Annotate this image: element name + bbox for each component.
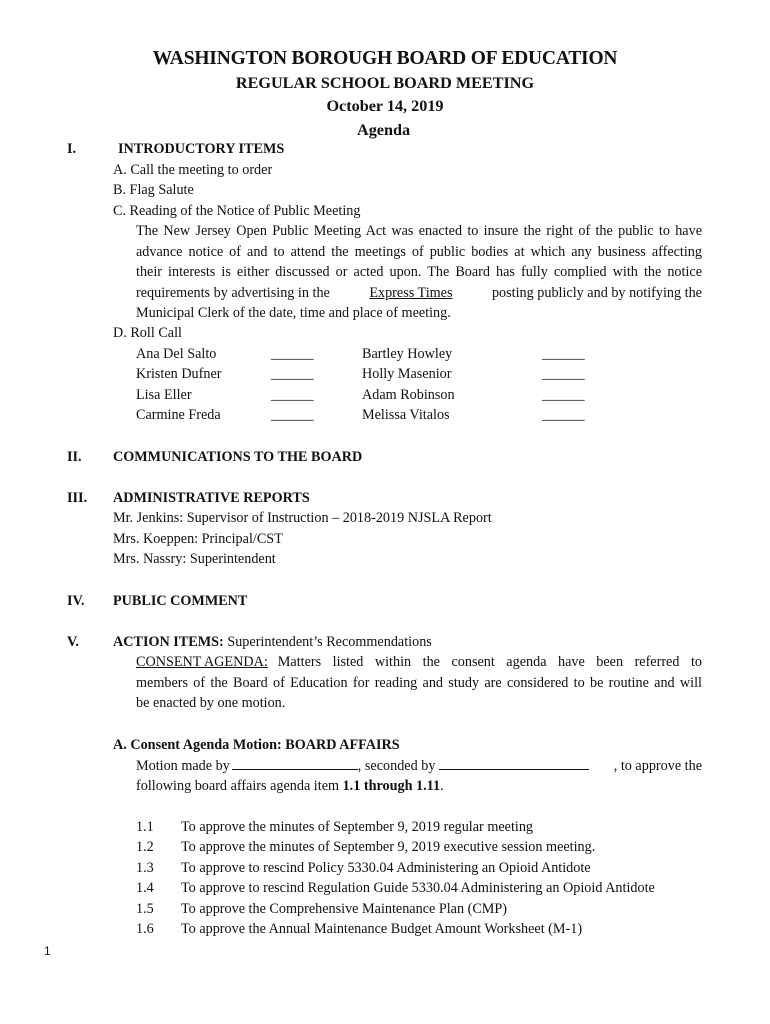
item-flag-salute: B. Flag Salute <box>113 182 194 198</box>
item-number: 1.2 <box>136 839 154 855</box>
notice-line-3: their interests is either discussed or acted upon. The Board has fully complied with the notice <box>136 264 702 280</box>
item-number: 1.1 <box>136 819 154 835</box>
item-text: To approve the Comprehensive Maintenance Plan (CMP) <box>181 901 508 917</box>
item-text: To approve the minutes of September 9, 2019 executive session meeting. <box>181 839 596 855</box>
notice-line-4-end: posting publicly and by notifying the <box>491 285 702 301</box>
roll-name: Lisa Eller <box>136 387 192 403</box>
section-2-number: II. <box>67 449 82 465</box>
to-approve-label: , to approve the <box>613 758 702 774</box>
document-subtitle: REGULAR SCHOOL BOARD MEETING <box>235 74 535 92</box>
item-text: To approve to rescind Regulation Guide 5330.04 Administering an Opioid Antidote <box>181 880 655 896</box>
roll-name: Holly Masenior <box>362 366 452 382</box>
meeting-date: October 14, 2019 <box>326 97 444 115</box>
consent-agenda-label: CONSENT AGENDA: <box>136 654 268 670</box>
roll-name: Bartley Howley <box>362 346 453 362</box>
report-line: Mrs. Nassry: Superintendent <box>113 551 276 567</box>
item-number: 1.5 <box>136 901 154 917</box>
seconded-by-label: , seconded by <box>357 758 436 774</box>
motion-made-by-label: Motion made by <box>136 758 230 774</box>
page-number: 1 <box>44 944 51 958</box>
roll-blank: ______ <box>542 407 585 423</box>
item-text: To approve the Annual Maintenance Budget Amount Worksheet (M-1) <box>181 921 583 937</box>
roll-blank: ______ <box>542 346 585 362</box>
roll-blank: ______ <box>271 407 314 423</box>
item-number: 1.4 <box>136 880 154 896</box>
motion-a-item-range: 1.1 through 1.11 <box>342 778 441 794</box>
section-1-number: I. <box>67 141 77 157</box>
roll-blank: ______ <box>542 387 585 403</box>
section-2-title: COMMUNICATIONS TO THE BOARD <box>113 449 363 465</box>
roll-blank: ______ <box>271 366 314 382</box>
section-3-title: ADMINISTRATIVE REPORTS <box>113 490 310 506</box>
document-title: WASHINGTON BOROUGH BOARD OF EDUCATION <box>152 48 618 69</box>
section-4-number: IV. <box>67 593 85 609</box>
section-5-title-rest: Superintendent’s Recommendations <box>227 634 432 650</box>
notice-line-5: Municipal Clerk of the date, time and place of meeting. <box>136 305 451 321</box>
roll-name: Melissa Vitalos <box>362 407 450 423</box>
item-notice-reading: C. Reading of the Notice of Public Meeting <box>113 203 361 219</box>
section-1-title: INTRODUCTORY ITEMS <box>118 141 285 157</box>
motion-made-by-blank[interactable] <box>232 755 358 770</box>
express-times-reference: Express Times <box>369 285 453 301</box>
roll-name: Carmine Freda <box>136 407 221 423</box>
consent-line-1 <box>136 652 702 672</box>
motion-a-line-2 <box>136 776 444 796</box>
motion-a-line-2-end: . <box>440 778 444 794</box>
roll-name: Adam Robinson <box>362 387 455 403</box>
roll-name: Ana Del Salto <box>136 346 217 362</box>
motion-a-heading: A. Consent Agenda Motion: BOARD AFFAIRS <box>113 737 400 753</box>
notice-line-2: advance notice of and to attend the meetings of public bodies at which any business affecting <box>136 244 702 260</box>
roll-blank: ______ <box>542 366 585 382</box>
section-5-heading <box>113 632 432 652</box>
roll-blank: ______ <box>271 387 314 403</box>
roll-name: Kristen Dufner <box>136 366 222 382</box>
section-4-title: PUBLIC COMMENT <box>113 593 248 609</box>
report-line: Mrs. Koeppen: Principal/CST <box>113 531 283 547</box>
motion-a-line-2-text: following board affairs agenda item <box>136 778 340 794</box>
section-3-number: III. <box>67 490 88 506</box>
item-number: 1.6 <box>136 921 154 937</box>
seconded-by-blank[interactable] <box>439 755 589 770</box>
consent-line-1-text: Matters listed within the consent agenda have been referred to <box>277 654 702 670</box>
section-5-title: ACTION ITEMS: <box>113 634 224 650</box>
agenda-heading: Agenda <box>357 121 411 139</box>
consent-line-3: be enacted by one motion. <box>136 695 286 711</box>
item-roll-call: D. Roll Call <box>113 325 182 341</box>
roll-blank: ______ <box>271 346 314 362</box>
item-call-to-order: A. Call the meeting to order <box>113 162 273 178</box>
item-text: To approve the minutes of September 9, 2019 regular meeting <box>181 819 534 835</box>
section-5-number: V. <box>67 634 79 650</box>
notice-line-4 <box>136 283 702 303</box>
motion-a-line-1 <box>136 755 702 775</box>
notice-line-4-start: requirements by advertising in the <box>136 285 330 301</box>
item-text: To approve to rescind Policy 5330.04 Administering an Opioid Antidote <box>181 860 591 876</box>
consent-line-2: members of the Board of Education for reading and study are considered to be routine and will <box>136 675 702 691</box>
item-number: 1.3 <box>136 860 154 876</box>
notice-line-1: The New Jersey Open Public Meeting Act was enacted to insure the right of the public to have <box>136 223 702 239</box>
report-line: Mr. Jenkins: Supervisor of Instruction – 2018-2019 NJSLA Report <box>113 510 492 526</box>
